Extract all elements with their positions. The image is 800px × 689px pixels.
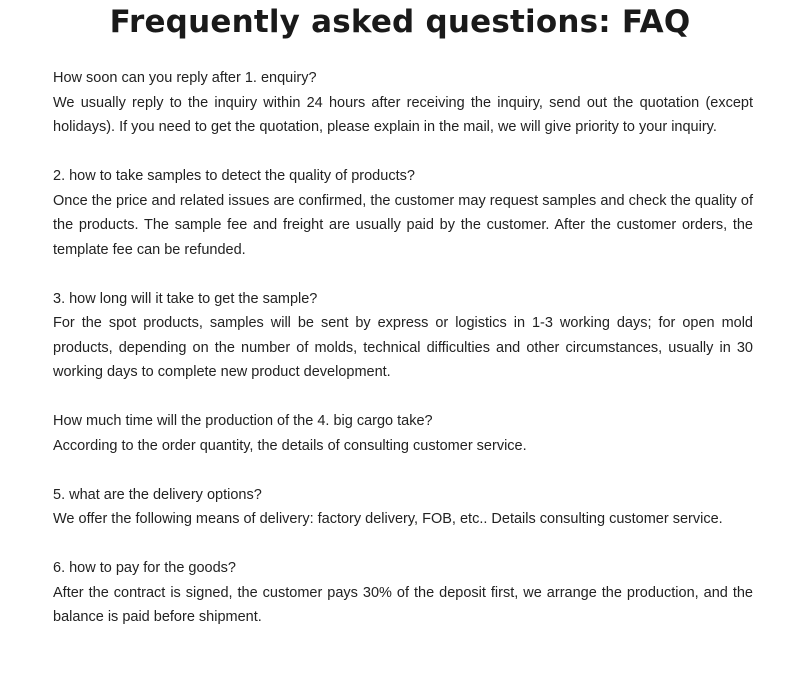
faq-answer: We offer the following means of delivery: factory delivery, FOB, etc.. Details consulting customer service. <box>53 511 723 527</box>
faq-answer: For the spot products, samples will be sent by express or logistics in 1-3 working days; for open mold products, depending on the number of molds, technical difficulties and other circumstances, usually in 30 working days to complete new product development. <box>53 315 753 380</box>
faq-question: 5. what are the delivery options? <box>53 486 262 503</box>
faq-answer: Once the price and related issues are confirmed, the customer may request samples and check the quality of the products. The sample fee and freight are usually paid by the customer. After the customer orders, the template fee can be refunded. <box>53 192 753 258</box>
faq-answer: After the contract is signed, the customer pays 30% of the deposit first, we arrange the production, and the balance is paid before shipment. <box>53 584 753 625</box>
faq-answer: We usually reply to the inquiry within 24 hours after receiving the inquiry, send out the quotation (except holidays). If you need to get the quotation, please explain in the mail, we will give priority to your inquiry. <box>53 94 753 135</box>
faq-item-2 <box>53 164 753 262</box>
faq-list <box>53 66 753 630</box>
faq-question: How much time will the production of the 4. big cargo take? <box>53 413 433 429</box>
page-title: Frequently asked questions: FAQ <box>109 4 691 40</box>
faq-question: 2. how to take samples to detect the quality of products? <box>53 168 415 184</box>
faq-item-1 <box>53 66 753 140</box>
faq-item-3 <box>53 287 753 385</box>
faq-question: 6. how to pay for the goods? <box>53 560 236 576</box>
faq-answer: According to the order quantity, the details of consulting customer service. <box>53 437 527 454</box>
faq-item-5 <box>53 483 753 532</box>
faq-item-4 <box>53 409 753 458</box>
faq-question: 3. how long will it take to get the sample? <box>53 290 318 307</box>
faq-question: How soon can you reply after 1. enquiry? <box>53 70 317 86</box>
faq-item-6 <box>53 556 753 630</box>
